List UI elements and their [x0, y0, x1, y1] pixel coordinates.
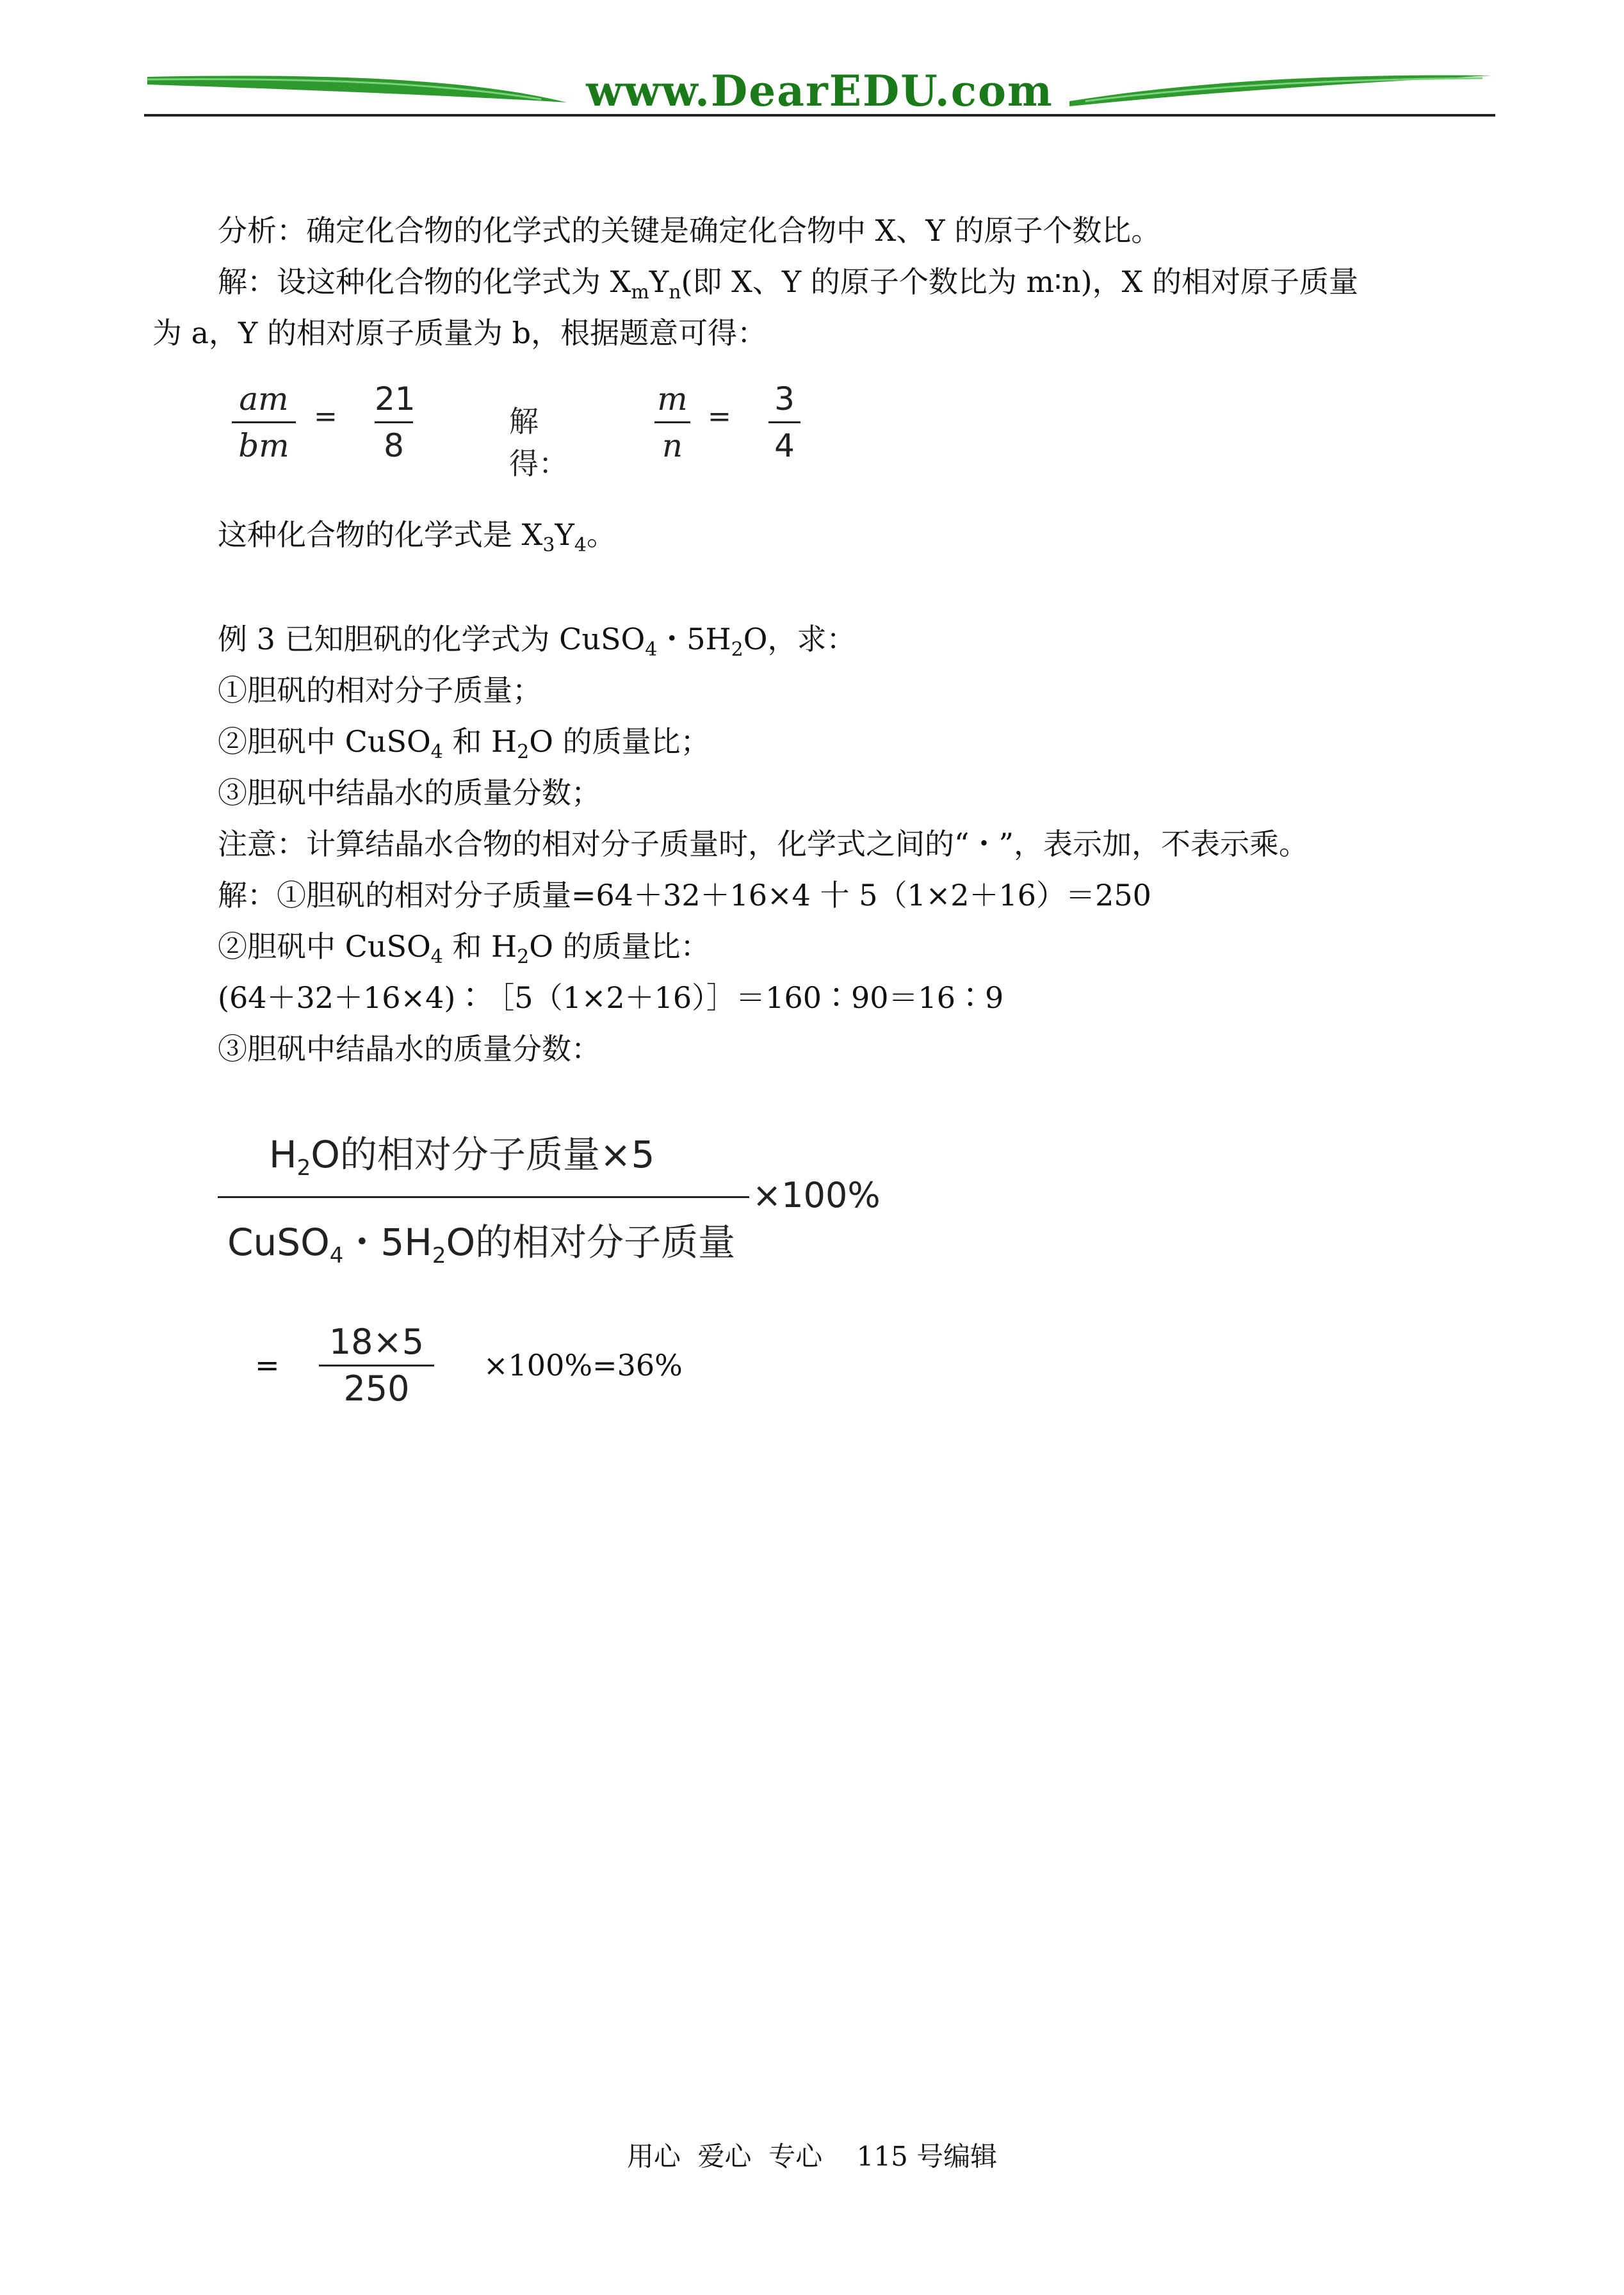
answer-2-heading: ②胆矾中 CuSO$_4$ 和 $H_2O$ 的质量比： — [218, 929, 710, 968]
final-equals: = — [255, 1348, 280, 1383]
equals-sign: = — [314, 400, 337, 433]
fraction-m-n: m n — [654, 379, 690, 466]
example-3-title: 例 3 已知胆矾的化学式为 CuSO$_4$・$5H_2O$，求： — [218, 622, 856, 661]
answer-3-heading: ③胆矾中结晶水的质量分数： — [218, 1032, 601, 1066]
page-header — [144, 64, 1495, 125]
solution-line-2: 为 a，Y 的相对原子质量为 b，根据题意可得： — [152, 316, 767, 350]
solution-line-1: 解：设这种化合物的化学式为 $X_mY_n$(即 X、Y 的原子个数比为 m∶n)，X 的相对原子质量 — [218, 264, 1358, 304]
question-3: ③胆矾中结晶水的质量分数； — [218, 775, 601, 810]
formula-denominator: CuSO$_4$・$5H_2O$的相对分子质量 — [227, 1220, 736, 1269]
result-formula-line: 这种化合物的化学式是 $X_3Y_4$。 — [218, 517, 616, 556]
page-footer: 用心 爱心 专心 115 号编辑 — [626, 2141, 998, 2172]
fraction-am-bm: am bm — [232, 379, 296, 466]
formula-numerator: $H_2O$的相对分子质量×5 — [269, 1133, 655, 1181]
formula-fraction-bar — [218, 1196, 749, 1198]
note-text: 注意：计算结晶水合物的相对分子质量时，化学式之间的“・”，表示加，不表示乘。 — [218, 827, 1309, 861]
final-result: ×100%=36% — [483, 1348, 683, 1383]
fraction-21-8: 21 8 — [375, 380, 416, 464]
analysis-text: 分析：确定化合物的化学式的关键是确定化合物中 X、Y 的原子个数比。 — [218, 213, 1161, 248]
question-1: ①胆矾的相对分子质量； — [218, 673, 542, 708]
answer-1: 解：①胆矾的相对分子质量=64＋32＋16×4 十 5（1×2＋16）＝250 — [218, 878, 1151, 912]
equals-sign-2: = — [708, 400, 731, 433]
answer-2-calculation: (64＋32＋16×4)∶［5（1×2＋16）］＝160∶90＝16∶9 — [218, 980, 1004, 1015]
formula-times-100: ×100% — [752, 1175, 881, 1215]
solve-label: 解得： — [509, 404, 568, 481]
site-logo: www.DearEDU.com — [586, 66, 1053, 116]
fraction-3-4: 3 4 — [768, 379, 800, 466]
question-2: ②胆矾中 CuSO$_4$ 和 $H_2O$ 的质量比； — [218, 724, 710, 763]
fraction-90-250: 18×5 250 — [319, 1322, 434, 1409]
